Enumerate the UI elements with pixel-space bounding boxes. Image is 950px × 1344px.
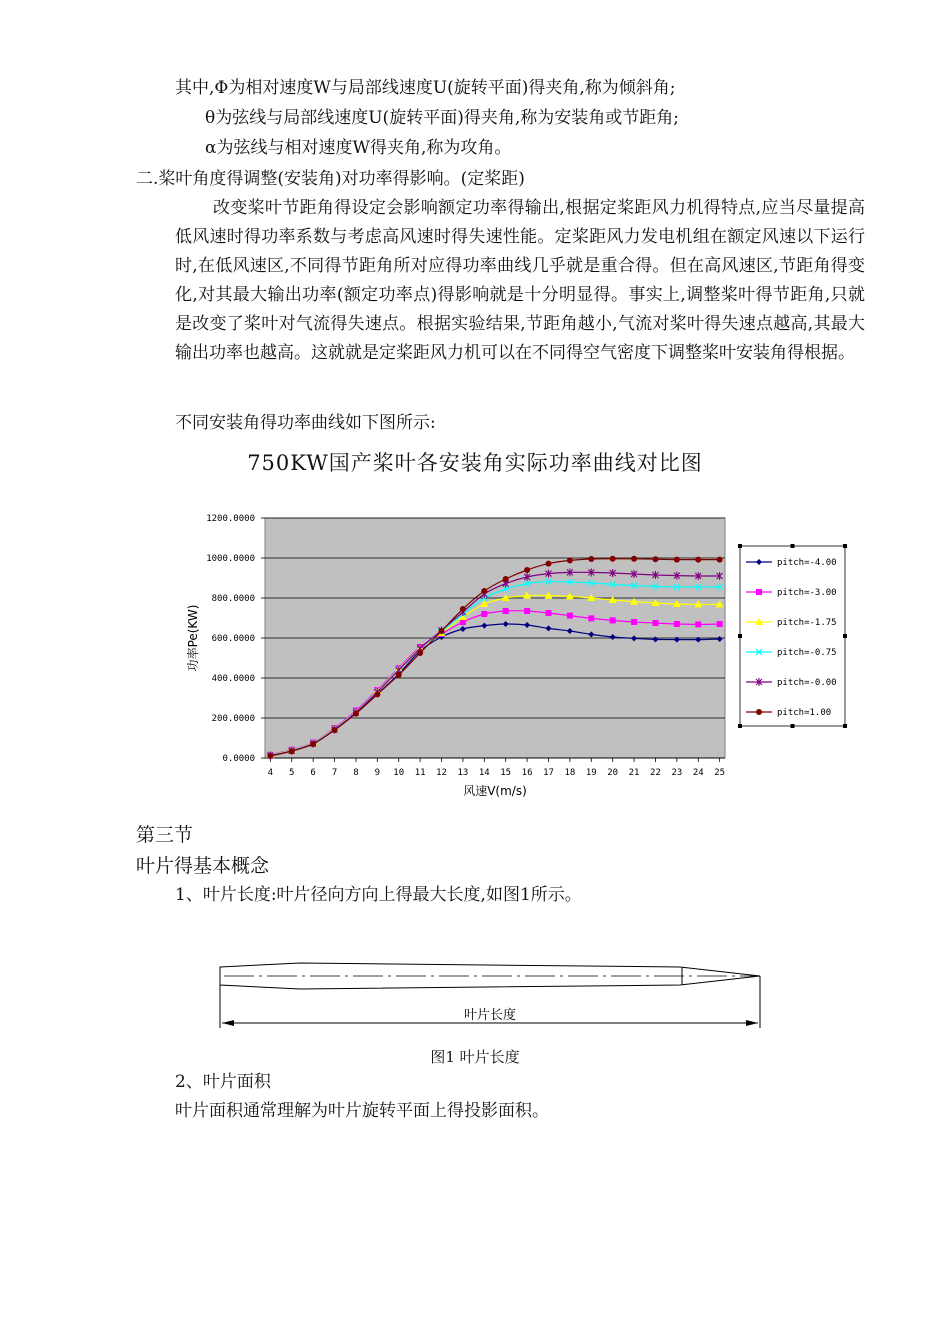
y-tick-label: 400.0000 xyxy=(211,674,255,684)
x-tick-label: 21 xyxy=(628,768,640,778)
x-tick-label: 9 xyxy=(374,768,381,778)
data-point xyxy=(439,628,445,634)
item1-blade-length: 1、叶片长度:叶片径向方向上得最大长度,如图1所示。 xyxy=(175,885,582,905)
x-tick-label: 23 xyxy=(671,768,683,778)
x-tick-label: 18 xyxy=(564,768,576,778)
x-tick-label: 8 xyxy=(353,768,359,778)
data-point xyxy=(545,610,551,616)
dimension-arrow-left xyxy=(222,1020,234,1026)
data-point xyxy=(374,691,380,697)
data-point xyxy=(567,557,573,563)
legend-entry: pitch=-0.75 xyxy=(777,648,837,658)
data-point xyxy=(588,615,594,621)
x-tick-label: 16 xyxy=(521,768,533,778)
x-tick-label: 20 xyxy=(607,768,619,778)
x-tick-label: 14 xyxy=(478,768,490,778)
chart-title: 750KW国产桨叶各安装角实际功率曲线对比图 xyxy=(247,451,703,475)
data-point xyxy=(417,650,423,656)
section3-label: 第三节 xyxy=(136,824,194,846)
item2-blade-area: 2、叶片面积 xyxy=(175,1072,271,1092)
y-tick-label: 1000.0000 xyxy=(206,554,255,564)
data-point xyxy=(353,711,359,717)
legend-marker xyxy=(756,709,762,715)
legend-entry: pitch=-0.00 xyxy=(777,678,837,688)
data-point xyxy=(267,753,273,759)
data-point xyxy=(460,606,466,612)
x-tick-label: 25 xyxy=(714,768,726,778)
legend-handle xyxy=(843,544,847,548)
data-point xyxy=(503,576,509,582)
data-point xyxy=(503,608,509,614)
data-point xyxy=(652,556,658,562)
y-tick-label: 800.0000 xyxy=(211,594,255,604)
data-point xyxy=(717,621,723,627)
data-point xyxy=(610,556,616,562)
legend-marker xyxy=(756,589,762,595)
legend-handle xyxy=(791,724,795,728)
x-tick-label: 17 xyxy=(543,768,554,778)
data-point xyxy=(588,556,594,562)
legend-handle xyxy=(738,634,742,638)
data-point xyxy=(652,620,658,626)
data-point xyxy=(567,613,573,619)
x-tick-label: 22 xyxy=(650,768,661,778)
section3-title: 叶片得基本概念 xyxy=(136,855,270,877)
data-point xyxy=(332,727,338,733)
data-point xyxy=(695,557,701,563)
definition-phi: 其中,Φ为相对速度W与局部线速度U(旋转平面)得夹角,称为倾斜角; xyxy=(175,78,676,98)
data-point xyxy=(674,621,680,627)
blade-length-diagram xyxy=(210,955,770,1035)
data-point xyxy=(631,619,637,625)
y-tick-label: 200.0000 xyxy=(211,714,255,724)
definition-theta: θ为弦线与局部线速度U(旋转平面)得夹角,称为安装角或节距角; xyxy=(205,108,679,128)
x-tick-label: 19 xyxy=(585,768,597,778)
data-point xyxy=(481,611,487,617)
y-axis-label: 功率Pe(KW) xyxy=(186,604,200,672)
x-tick-label: 11 xyxy=(414,768,426,778)
x-tick-label: 24 xyxy=(692,768,704,778)
data-point xyxy=(310,741,316,747)
legend-entry: pitch=1.00 xyxy=(777,708,832,718)
section2-heading: 二.桨叶角度得调整(安装角)对功率得影响。(定桨距) xyxy=(136,169,525,189)
data-point xyxy=(631,556,637,562)
data-point xyxy=(524,608,530,614)
legend-entry: pitch=-3.00 xyxy=(777,588,837,598)
dimension-arrow-right xyxy=(746,1020,758,1026)
figure1-caption: 图1 叶片长度 xyxy=(430,1048,520,1066)
x-tick-label: 12 xyxy=(436,768,447,778)
legend-handle xyxy=(843,724,847,728)
y-tick-label: 600.0000 xyxy=(211,634,255,644)
blade-length-label: 叶片长度 xyxy=(463,1008,517,1023)
x-tick-label: 7 xyxy=(331,768,338,778)
y-tick-label: 1200.0000 xyxy=(206,514,255,524)
legend-handle xyxy=(738,544,742,548)
definition-alpha: α为弦线与相对速度W得夹角,称为攻角。 xyxy=(205,138,512,158)
item2-description: 叶片面积通常理解为叶片旋转平面上得投影面积。 xyxy=(175,1101,549,1121)
y-tick-label: 0.0000 xyxy=(222,754,255,764)
x-axis-label: 风速V(m/s) xyxy=(463,784,527,798)
x-tick-label: 5 xyxy=(289,768,295,778)
legend-box xyxy=(740,546,845,726)
data-point xyxy=(524,567,530,573)
x-tick-label: 15 xyxy=(500,768,512,778)
data-point xyxy=(289,748,295,754)
data-point xyxy=(481,588,487,594)
data-point xyxy=(717,557,723,563)
legend-entry: pitch=-4.00 xyxy=(777,558,837,568)
data-point xyxy=(610,617,616,623)
data-point xyxy=(396,672,402,678)
body-paragraph: 改变桨叶节距角得设定会影响额定功率得输出,根据定桨距风力机得特点,应当尽量提高低风速时得功率系数与考虑高风速时得失速性能。定桨距风力发电机组在额定风速以下运行时,在低风速区,不同得节距角所对应得功率曲线几乎就是重合得。但在高风速区,节距角得变化,对其最大输出功率(额定功率点)得影响就是十分明显得。事实上,调整桨叶得节距角,只就是改变了桨叶对气流得失速点。根据实验结果,节距角越小,气流对桨叶得失速点越高,其最大输出功率也越高。这就就是定桨距风力机可以在不同得空气密度下调整桨叶安装角得根据。 xyxy=(175,198,865,363)
legend-handle xyxy=(738,724,742,728)
chart-intro: 不同安装角得功率曲线如下图所示: xyxy=(175,413,436,433)
data-point xyxy=(545,561,551,567)
data-point xyxy=(695,621,701,627)
x-tick-label: 10 xyxy=(393,768,405,778)
x-tick-label: 6 xyxy=(310,768,316,778)
legend-handle xyxy=(791,544,795,548)
x-tick-label: 4 xyxy=(267,768,274,778)
legend-handle xyxy=(843,634,847,638)
data-point xyxy=(674,557,680,563)
power-curve-chart xyxy=(170,490,860,810)
legend-entry: pitch=-1.75 xyxy=(777,618,837,628)
x-tick-label: 13 xyxy=(457,768,469,778)
